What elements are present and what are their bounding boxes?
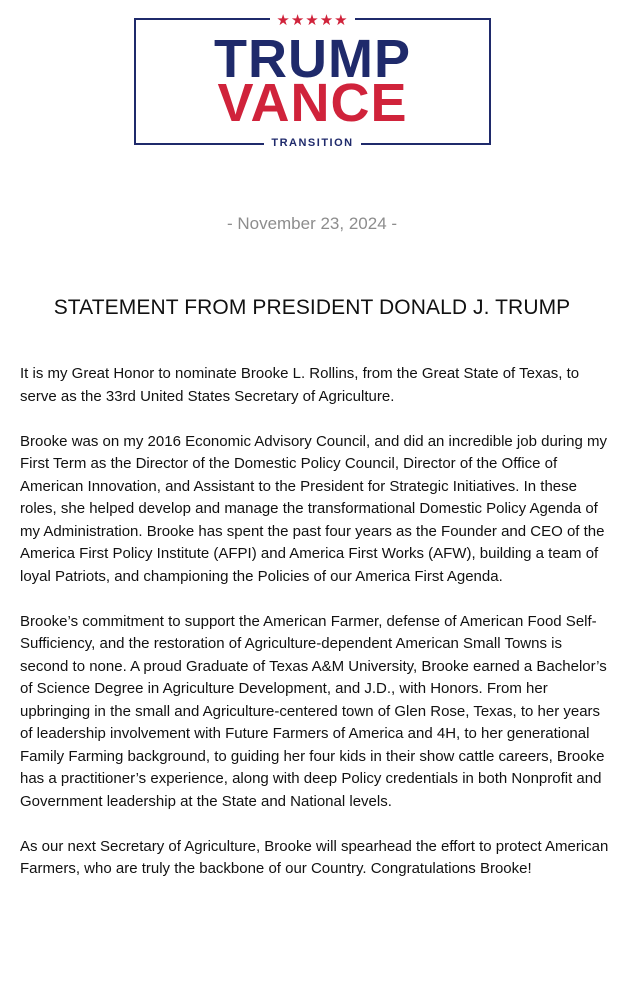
paragraph-nomination: It is my Great Honor to nominate Brooke L. Rollins, from the Great State of Texas, to serve as the 33rd United States Secretary of Agriculture. xyxy=(20,365,580,405)
statement-headline: STATEMENT FROM PRESIDENT DONALD J. TRUMP xyxy=(53,296,571,319)
statement-body xyxy=(20,363,610,903)
logo-vance: VANCE xyxy=(217,73,408,133)
paragraph-closing: As our next Secretary of Agriculture, Brooke will spearhead the effort to protect American Farmers, who are truly the backbone of our Country. Congratulations Brooke! xyxy=(20,837,609,877)
paragraph-agriculture: Brooke’s commitment to support the American Farmer, defense of American Food Self-Sufficiency, and the restoration of Agriculture-dependent American Small Towns is second to none. A proud Graduate of Texas A&M University, Brooke earned a Bachelor’s of Science Degree in Agriculture Development, and J.D., with Honors. From her upbringing in the small and Agriculture-centered town of Glen Rose, Texas, to her years of leadership involvement with Future Farmers of America and 4H, to her generational Family Farming background, to guiding her four kids in their show cattle careers, Brooke has a practitioner’s experience, along with deep Policy credentials in both Nonprofit and Government leadership at the State and National levels. xyxy=(20,612,607,810)
logo-stars: ★★★★★ xyxy=(270,11,354,29)
logo-transition: TRANSITION xyxy=(264,136,360,150)
paragraph-background: Brooke was on my 2016 Economic Advisory Council, and did an incredible job during my First Term as the Director of the Domestic Policy Council, Director of the Office of American Innovation, and Assistant to the President for Strategic Initiatives. In these roles, she helped develop and manage the transformational Domestic Policy Agenda of my Administration. Brooke has spent the past four years as the Founder and CEO of the America First Policy Institute (AFPI) and America First Works (AFW), building a team of loyal Patriots, and championing the Policies of our America First Agenda. xyxy=(20,432,607,585)
trump-vance-transition-logo xyxy=(134,11,491,149)
logo-trump: TRUMP xyxy=(214,29,411,89)
statement-date: - November 23, 2024 - xyxy=(226,214,398,233)
